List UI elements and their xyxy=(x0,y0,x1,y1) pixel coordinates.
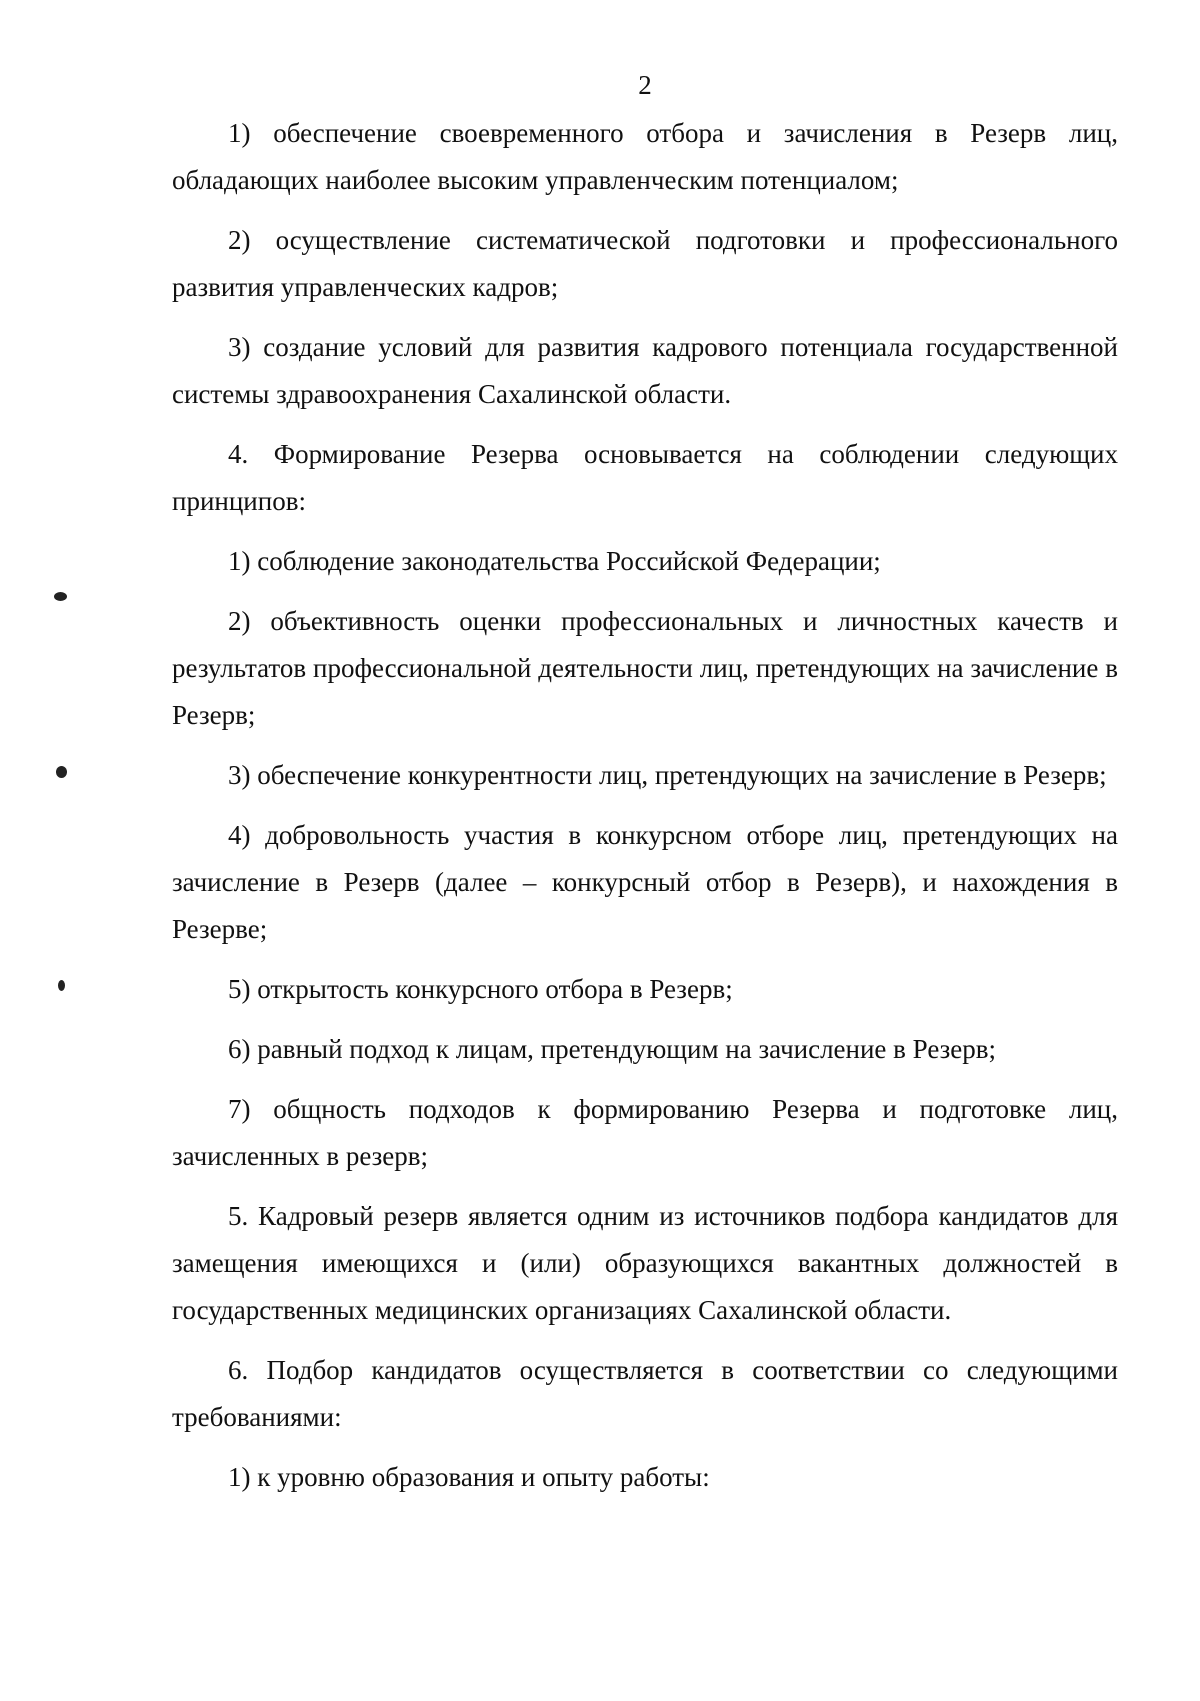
document-body xyxy=(172,110,1118,1514)
requirement-1: 1) к уровню образования и опыту работы: xyxy=(228,1462,710,1492)
paragraph-1-3: 3) создание условий для развития кадрового потенциала государственной системы здравоохранения Сахалинской области. xyxy=(172,332,1118,409)
scan-speck xyxy=(56,766,67,778)
scan-speck xyxy=(58,980,65,991)
paragraph-4: 4. Формирование Резерва основывается на соблюдении следующих принципов: xyxy=(172,439,1118,516)
paragraph-5: 5. Кадровый резерв является одним из источников подбора кандидатов для замещения имеющихся и (или) образующихся вакантных должностей в государственных медицинских организациях Сахалинской области. xyxy=(172,1201,1118,1325)
principle-1: 1) соблюдение законодательства Российской Федерации; xyxy=(228,546,881,576)
principle-6: 6) равный подход к лицам, претендующим на зачисление в Резерв; xyxy=(228,1034,997,1064)
paragraph-1-2: 2) осуществление систематической подготовки и профессионального развития управленческих кадров; xyxy=(172,225,1118,302)
principle-3: 3) обеспечение конкурентности лиц, претендующих на зачисление в Резерв; xyxy=(228,760,1107,790)
page-number: 2 xyxy=(638,70,652,100)
principle-5: 5) открытость конкурсного отбора в Резерв; xyxy=(228,974,733,1004)
principle-2: 2) объективность оценки профессиональных и личностных качеств и результатов профессиональной деятельности лиц, претендующих на зачисление в Резерв; xyxy=(172,606,1118,730)
scan-speck xyxy=(54,592,67,601)
principle-7: 7) общность подходов к формированию Резерва и подготовке лиц, зачисленных в резерв; xyxy=(172,1094,1118,1171)
paragraph-1-1: 1) обеспечение своевременного отбора и зачисления в Резерв лиц, обладающих наиболее высоким управленческим потенциалом; xyxy=(172,118,1118,195)
paragraph-6: 6. Подбор кандидатов осуществляется в соответствии со следующими требованиями: xyxy=(172,1355,1118,1432)
principle-4: 4) добровольность участия в конкурсном отборе лиц, претендующих на зачисление в Резерв (далее – конкурсный отбор в Резерв), и нахождения в Резерве; xyxy=(172,820,1118,944)
